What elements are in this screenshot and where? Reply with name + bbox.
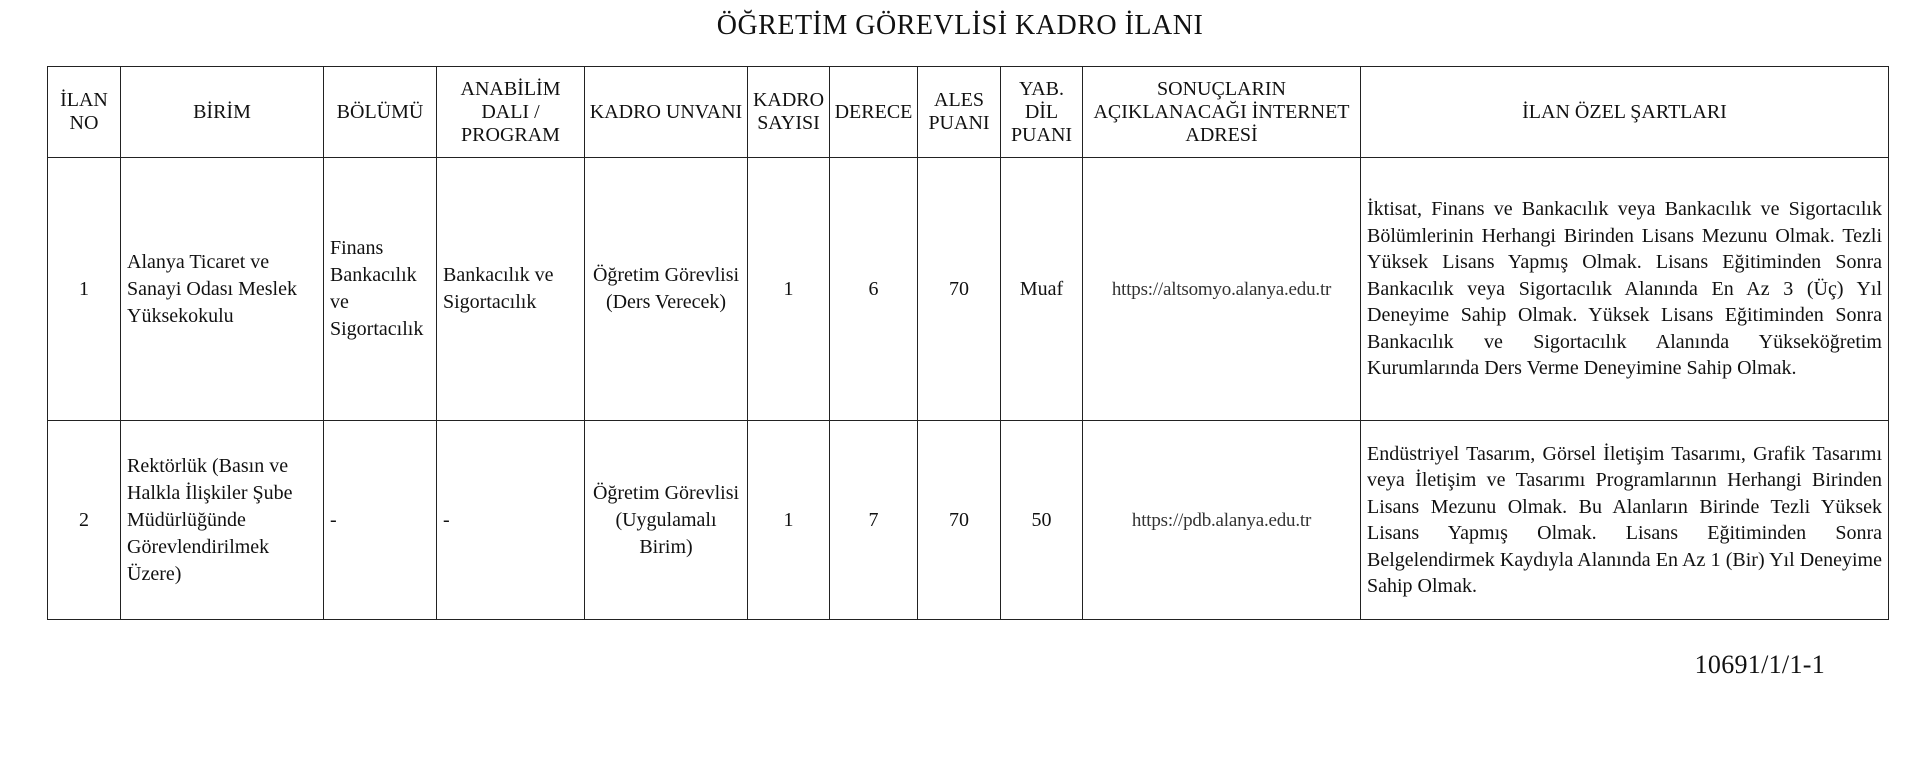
header-kadro-unvani: KADRO UNVANI — [585, 67, 748, 158]
header-ales-puani: ALES PUANI — [918, 67, 1001, 158]
cell-ales-puani: 70 — [918, 421, 1001, 620]
cell-ilan-no: 2 — [48, 421, 121, 620]
table-header-row — [48, 67, 1889, 158]
cell-internet-adresi: https://altsomyo.alanya.edu.tr — [1083, 158, 1361, 421]
header-yab-dil-puani: YAB. DİL PUANI — [1001, 67, 1083, 158]
cell-kadro-unvani: Öğretim Görevlisi (Uygulamalı Birim) — [585, 421, 748, 620]
header-ilan-ozel-sartlari: İLAN ÖZEL ŞARTLARI — [1361, 67, 1889, 158]
cell-yab-dil-puani: 50 — [1001, 421, 1083, 620]
cell-bolumu: Finans Bankacılık ve Sigortacılık — [324, 158, 437, 421]
header-birim: BİRİM — [121, 67, 324, 158]
kadro-table — [47, 66, 1889, 620]
cell-derece: 7 — [830, 421, 918, 620]
cell-birim: Alanya Ticaret ve Sanayi Odası Meslek Yüksekokulu — [121, 158, 324, 421]
cell-ilan-ozel-sartlari: İktisat, Finans ve Bankacılık veya Bankacılık ve Sigortacılık Bölümlerinin Herhangi Birinden Lisans Mezunu Olmak. Tezli Yüksek Lisans Yapmış Olmak. Lisans Eğitiminden Sonra Bankacılık veya Sigortacılık Alanında En Az 3 (Üç) Yıl Deneyime Sahip Olmak. Yüksek Lisans Eğitiminden Sonra Bankacılık ve Sigortacılık Alanında Yükseköğretim Kurumlarında Ders Verme Deneyimine Sahip Olmak. — [1361, 158, 1889, 421]
cell-bolumu: - — [324, 421, 437, 620]
cell-internet-adresi: https://pdb.alanya.edu.tr — [1083, 421, 1361, 620]
cell-yab-dil-puani: Muaf — [1001, 158, 1083, 421]
header-ilan-no: İLAN NO — [48, 67, 121, 158]
table-row — [48, 421, 1889, 620]
table-row — [48, 158, 1889, 421]
header-kadro-sayisi: KADRO SAYISI — [748, 67, 830, 158]
header-derece: DERECE — [830, 67, 918, 158]
cell-ilan-no: 1 — [48, 158, 121, 421]
header-internet-adresi: SONUÇLARIN AÇIKLANACAĞI İNTERNET ADRESİ — [1083, 67, 1361, 158]
cell-anabilim-dali: Bankacılık ve Sigortacılık — [437, 158, 585, 421]
cell-kadro-sayisi: 1 — [748, 421, 830, 620]
page-title: ÖĞRETİM GÖREVLİSİ KADRO İLANI — [716, 10, 1204, 41]
header-bolumu: BÖLÜMÜ — [324, 67, 437, 158]
cell-derece: 6 — [830, 158, 918, 421]
cell-birim: Rektörlük (Basın ve Halkla İlişkiler Şube Müdürlüğünde Görevlendirilmek Üzere) — [121, 421, 324, 620]
document-number: 10691/1/1-1 — [1694, 650, 1825, 679]
cell-kadro-unvani: Öğretim Görevlisi (Ders Verecek) — [585, 158, 748, 421]
cell-kadro-sayisi: 1 — [748, 158, 830, 421]
cell-anabilim-dali: - — [437, 421, 585, 620]
header-anabilim-dali: ANABİLİM DALI / PROGRAM — [437, 67, 585, 158]
cell-ilan-ozel-sartlari: Endüstriyel Tasarım, Görsel İletişim Tasarımı, Grafik Tasarımı veya İletişim ve Tasarımı Programlarının Herhangi Birinden Lisans Mezunu Olmak. Bu Alanların Birinde Tezli Yüksek Lisans Yapmış Olmak. Lisans Eğitiminden Sonra Belgelendirmek Kaydıyla Alanında En Az 1 (Bir) Yıl Deneyime Sahip Olmak. — [1361, 421, 1889, 620]
cell-ales-puani: 70 — [918, 158, 1001, 421]
